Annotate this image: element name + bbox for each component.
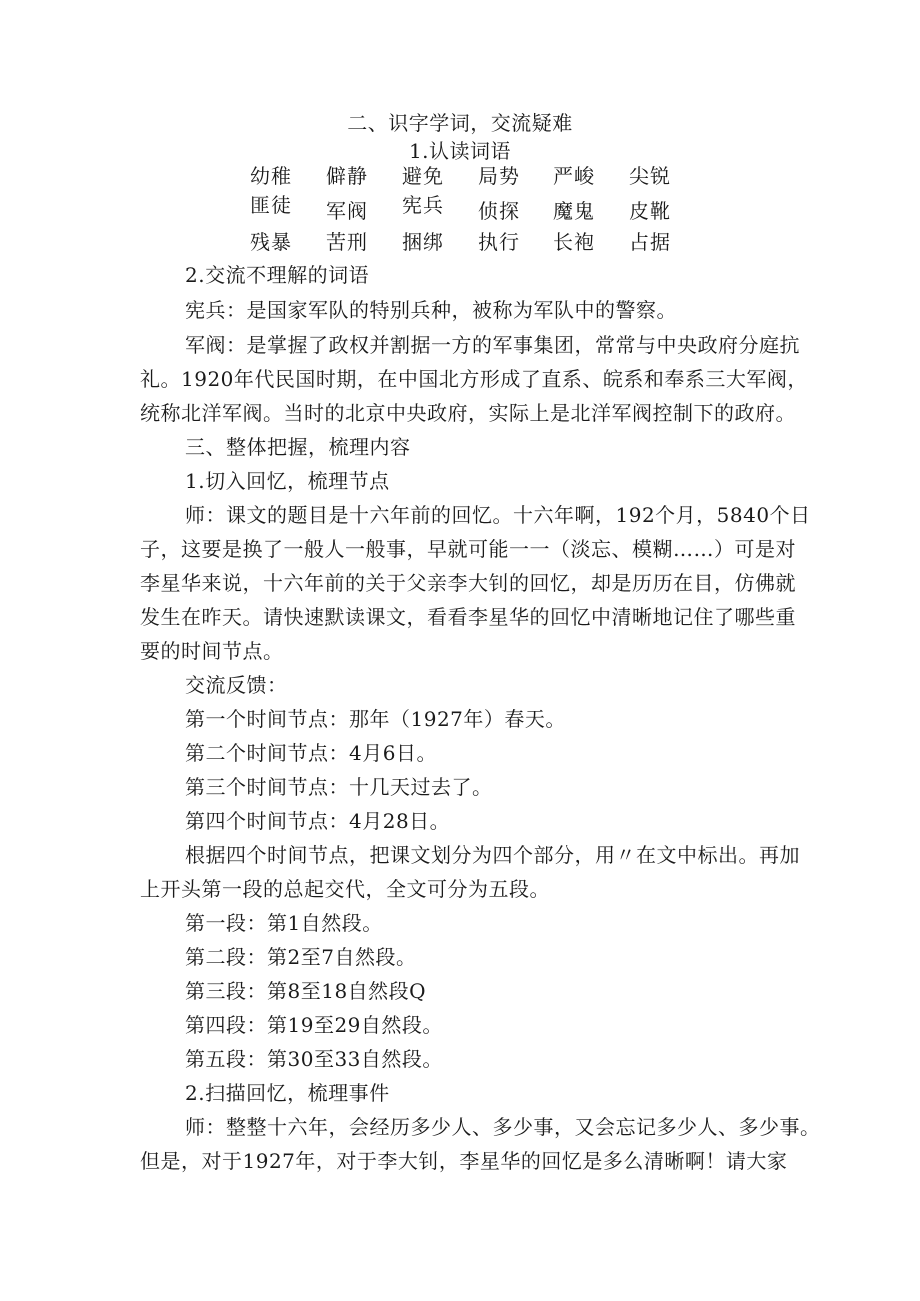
vocab-word: 魔鬼	[553, 199, 595, 223]
vocab-word: 尖锐	[629, 164, 671, 188]
vocab-word: 执行	[478, 230, 520, 254]
vocab-word: 占据	[629, 230, 671, 254]
definition-junfa-line: 统称北洋军阀。当时的北京中央政府，实际上是北洋军阀控制下的政府。	[140, 401, 796, 425]
segment-item: 第四段：第19至29自然段。	[185, 1013, 443, 1037]
division-paragraph-line: 根据四个时间节点，把课文划分为四个部分，用〃在文中标出。再加	[185, 843, 800, 867]
vocab-word: 宪兵	[402, 193, 444, 217]
feedback-label: 交流反馈：	[185, 673, 288, 697]
segment-item: 第三段：第8至18自然段Q	[185, 979, 427, 1003]
vocab-word: 僻静	[326, 164, 368, 188]
vocab-word: 幼稚	[250, 164, 292, 188]
definition-junfa-line: 礼。1920年代民国时期，在中国北方形成了直系、皖系和奉系三大军阀，	[140, 367, 808, 391]
subsection-3-1-title: 1.切入回忆，梳理节点	[185, 469, 390, 493]
vocab-word: 捆绑	[402, 230, 444, 254]
definition-junfa-line: 军阀：是掌握了政权并割据一方的军事集团，常常与中央政府分庭抗	[185, 333, 800, 357]
time-node: 第四个时间节点：4月28日。	[185, 809, 451, 833]
time-node: 第三个时间节点：十几天过去了。	[185, 775, 493, 799]
vocab-word: 局势	[478, 164, 520, 188]
time-node: 第二个时间节点：4月6日。	[185, 741, 437, 765]
teacher-paragraph-line: 但是，对于1927年，对于李大钊，李星华的回忆是多么清晰啊！请大家	[140, 1149, 788, 1173]
section-2-title: 二、识字学词，交流疑难	[347, 111, 573, 135]
teacher-paragraph-line: 李星华来说，十六年前的关于父亲李大钊的回忆，却是历历在目，仿佛就	[140, 571, 796, 595]
vocab-word: 苦刑	[326, 230, 368, 254]
segment-item: 第五段：第30至33自然段。	[185, 1047, 443, 1071]
time-node: 第一个时间节点：那年（1927年）春天。	[185, 707, 566, 731]
vocab-word: 侦探	[478, 199, 520, 223]
subsection-3-2-title: 2.扫描回忆，梳理事件	[185, 1081, 390, 1105]
vocab-word: 长袍	[553, 230, 595, 254]
vocab-word: 避免	[402, 164, 444, 188]
division-paragraph-line: 上开头第一段的总起交代，全文可分为五段。	[140, 877, 550, 901]
definition-xianbing: 宪兵：是国家军队的特别兵种，被称为军队中的警察。	[185, 298, 677, 322]
vocab-word: 匪徒	[250, 193, 292, 217]
teacher-paragraph-line: 子，这要是换了一般人一般事，早就可能一一（淡忘、模糊……）可是对	[140, 537, 796, 561]
teacher-paragraph-line: 发生在昨天。请快速默读课文，看看李星华的回忆中清晰地记住了哪些重	[140, 605, 796, 629]
segment-item: 第一段：第1自然段。	[185, 911, 383, 935]
segment-item: 第二段：第2至7自然段。	[185, 945, 417, 969]
vocab-word: 残暴	[250, 230, 292, 254]
teacher-paragraph-line: 师：课文的题目是十六年前的回忆。十六年啊，192个月，5840个日	[185, 503, 811, 527]
subsection-1-title: 1.认读词语	[408, 139, 512, 163]
teacher-paragraph-line: 要的时间节点。	[140, 639, 284, 663]
subsection-2-title: 2.交流不理解的词语	[185, 263, 370, 287]
teacher-paragraph-line: 师：整整十六年，会经历多少人、多少事，又会忘记多少人、多少事。	[185, 1115, 821, 1139]
vocab-word: 皮靴	[629, 199, 671, 223]
vocab-word: 严峻	[553, 164, 595, 188]
vocab-word: 军阀	[326, 199, 368, 223]
section-3-title: 三、整体把握，梳理内容	[185, 435, 411, 459]
